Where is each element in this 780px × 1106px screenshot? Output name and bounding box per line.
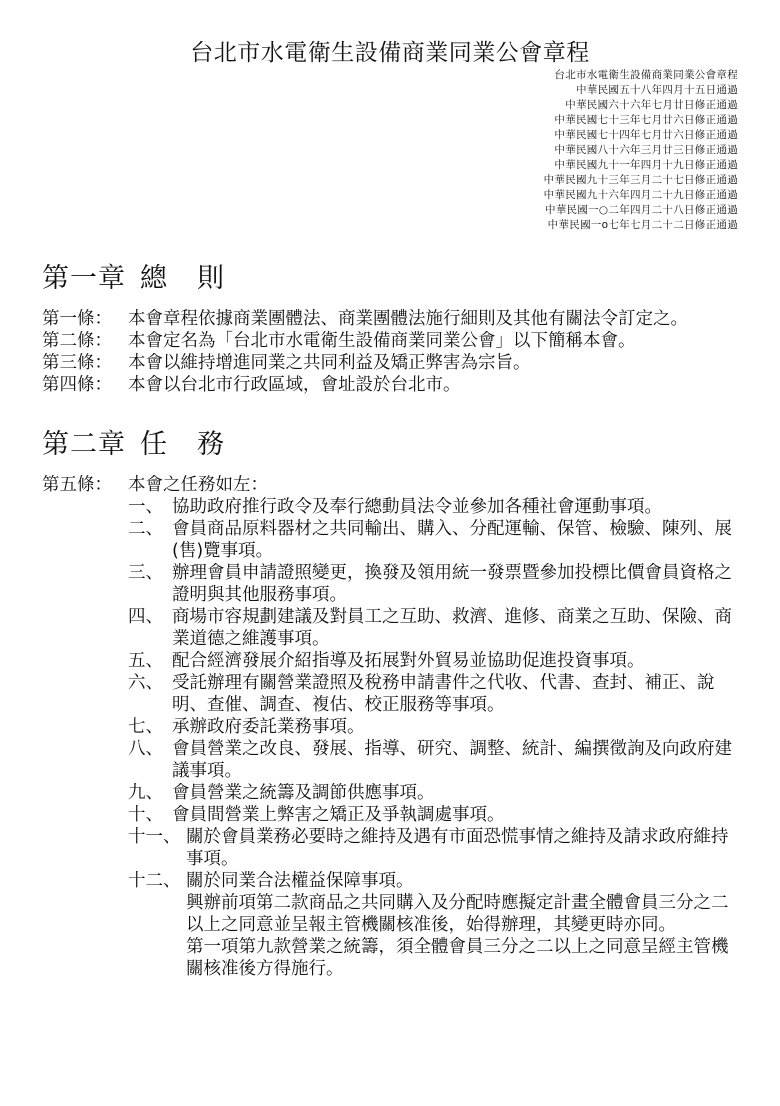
list-item xyxy=(128,606,740,650)
item-number: 十一、 xyxy=(128,827,181,847)
chapter-2-articles xyxy=(42,474,740,980)
chapter-1-articles xyxy=(42,308,740,396)
list-item xyxy=(128,716,740,738)
list-item xyxy=(128,826,740,870)
history-line: 中華民國七十三年七月廿六日修正通過 xyxy=(554,114,738,126)
history-line: 中華民國九十三年三月二十七日修正通過 xyxy=(543,174,738,186)
item-text: 會員商品原料器材之共同輸出、購入、分配運輸、保管、檢驗、陳列、展(售)覽事項。 xyxy=(172,519,732,561)
item-number: 一、 xyxy=(128,497,163,517)
amendment-history xyxy=(418,68,738,233)
item-number: 四、 xyxy=(128,607,163,627)
item-text: 配合經濟發展介紹指導及拓展對外貿易並協助促進投資事項。 xyxy=(172,651,645,671)
history-line: 中華民國七十四年七月廿六日修正通過 xyxy=(554,129,738,141)
item-text: 承辦政府委託業務事項。 xyxy=(172,717,365,737)
article-paragraph: 興辦前項第二款商品之共同購入及分配時應擬定計畫全體會員三分之二以上之同意並呈報主管機關核准後，始得辦理，其變更時亦同。 xyxy=(186,893,729,935)
task-list xyxy=(128,496,740,980)
history-line: 中華民國一o七年七月二十二日修正通過 xyxy=(547,219,738,231)
chapter-heading xyxy=(42,262,254,296)
list-item xyxy=(128,518,740,562)
article-label: 第三條： xyxy=(42,353,112,373)
history-line: 中華民國九十一年四月十九日修正通過 xyxy=(554,159,738,171)
list-item xyxy=(128,562,740,606)
item-number: 九、 xyxy=(128,783,163,803)
article-paragraph: 第一項第九款營業之統籌，須全體會員三分之二以上之同意呈經主管機關核准後方得施行。 xyxy=(186,937,729,979)
article-text: 本會之任務如左： xyxy=(128,475,268,495)
item-number: 六、 xyxy=(128,673,163,693)
item-text: 協助政府推行政令及奉行總動員法令並參加各種社會運動事項。 xyxy=(172,497,662,517)
item-number: 八、 xyxy=(128,739,163,759)
article-label: 第五條： xyxy=(42,475,112,495)
article-text: 本會定名為「台北市水電衛生設備商業同業公會」以下簡稱本會。 xyxy=(128,331,636,351)
item-number: 五、 xyxy=(128,651,163,671)
item-number: 三、 xyxy=(128,563,163,583)
item-number: 七、 xyxy=(128,717,163,737)
article-label: 第四條： xyxy=(42,375,112,395)
history-line: 台北市水電衛生設備商業同業公會章程 xyxy=(554,69,738,81)
article xyxy=(42,352,740,374)
history-line: 中華民國八十六年三月廿三日修正通過 xyxy=(554,144,738,156)
article-label: 第二條： xyxy=(42,331,112,351)
item-number: 十二、 xyxy=(128,871,181,891)
item-text: 受託辦理有關營業證照及稅務申請書件之代收、代書、查封、補正、說明、查催、調查、複估、校正服務等事項。 xyxy=(172,673,715,715)
history-line: 中華民國六十六年七月廿日修正通過 xyxy=(565,99,738,111)
chapter-name: 總則 xyxy=(140,263,254,294)
item-text: 關於會員業務必要時之維持及遇有市面恐慌事情之維持及請求政府維持事項。 xyxy=(186,827,729,869)
history-line: 中華民國五十八年四月十五日通過 xyxy=(576,84,738,96)
item-text: 會員間營業上弊害之矯正及爭執調處事項。 xyxy=(172,805,505,825)
item-number: 十、 xyxy=(128,805,163,825)
article xyxy=(42,474,740,496)
article xyxy=(42,330,740,352)
list-item xyxy=(128,804,740,826)
item-text: 會員營業之統籌及調節供應事項。 xyxy=(172,783,435,803)
list-item xyxy=(128,870,740,892)
article-text: 本會章程依據商業團體法、商業團體法施行細則及其他有關法令訂定之。 xyxy=(128,309,688,329)
item-text: 會員營業之改良、發展、指導、研究、調整、統計、編撰徵詢及向政府建議事項。 xyxy=(172,739,732,781)
history-line: 中華民國九十六年四月二十九日修正通過 xyxy=(543,189,738,201)
chapter-number: 第二章 xyxy=(42,429,126,460)
item-text: 關於同業合法權益保障事項。 xyxy=(186,871,414,891)
item-text: 辦理會員申請證照變更，換發及領用統一發票暨參加投標比價會員資格之證明與其他服務事項。 xyxy=(172,563,732,605)
list-item xyxy=(128,496,740,518)
item-text: 商場市容規劃建議及對員工之互助、救濟、進修、商業之互助、保險、商業道德之維護事項。 xyxy=(172,607,732,649)
article xyxy=(42,374,740,396)
chapter-number: 第一章 xyxy=(42,263,126,294)
list-item xyxy=(128,650,740,672)
document-title: 台北市水電衛生設備商業同業公會章程 xyxy=(190,40,590,66)
article-text: 本會以台北市行政區域，會址設於台北市。 xyxy=(128,375,461,395)
article xyxy=(42,308,740,330)
history-line: 中華民國一○二年四月二十八日修正通過 xyxy=(544,204,738,216)
list-item xyxy=(128,738,740,782)
chapter-name: 任務 xyxy=(140,429,254,460)
article-label: 第一條： xyxy=(42,309,112,329)
list-item xyxy=(128,672,740,716)
article-text: 本會以維持增進同業之共同利益及矯正弊害為宗旨。 xyxy=(128,353,531,373)
item-number: 二、 xyxy=(128,519,163,539)
chapter-heading xyxy=(42,428,254,462)
list-item xyxy=(128,782,740,804)
